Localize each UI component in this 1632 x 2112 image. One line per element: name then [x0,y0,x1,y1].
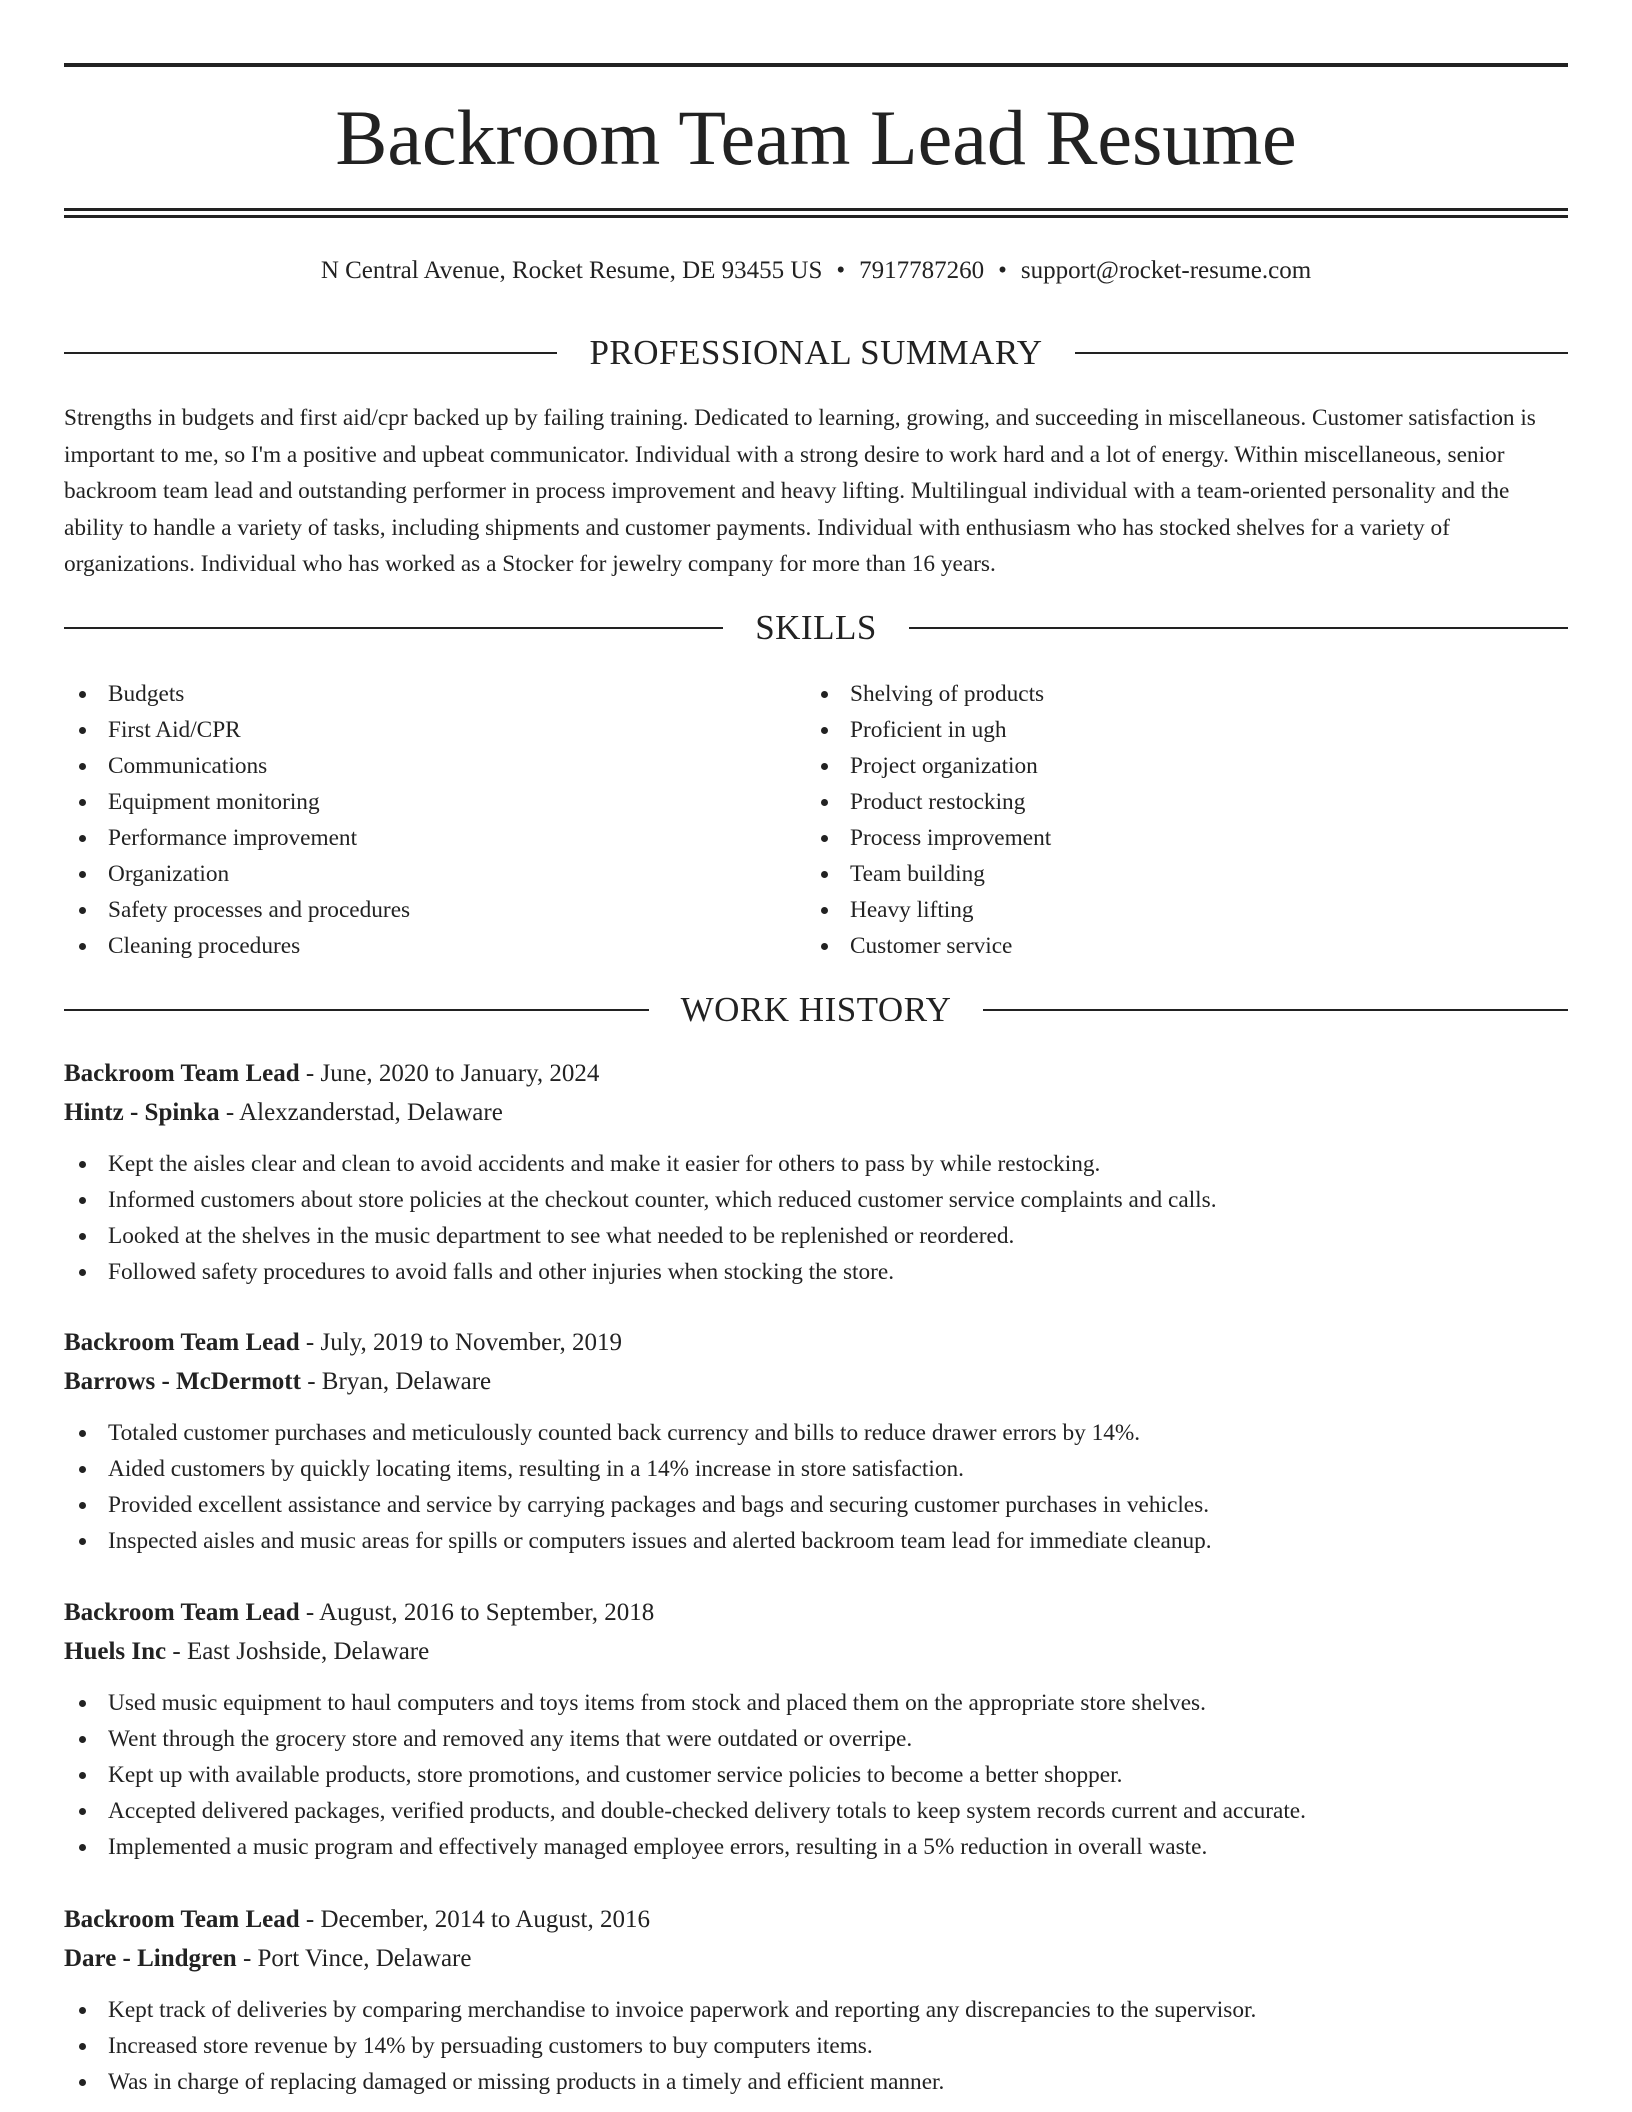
job-role-line: Backroom Team Lead - December, 2014 to August, 2016 [64,1906,651,1933]
heading-rule-right [1075,352,1568,354]
job-bullet: Increased store revenue by 14% by persuading customers to buy computers items. [64,2028,1568,2064]
skill-item: First Aid/CPR [64,712,764,748]
skill-item: Process improvement [806,820,1566,856]
job-entry [64,1900,1568,2100]
job-dates: July, 2019 to November, 2019 [320,1329,623,1356]
skill-item: Budgets [64,676,764,712]
job-bullets [64,1146,1568,1290]
top-rule [64,63,1568,67]
heading-rule-left [64,352,557,354]
contact-phone: 7917787260 [859,257,985,284]
job-role-line: Backroom Team Lead - July, 2019 to November, 2019 [64,1329,623,1356]
skills-list-left [64,676,764,964]
skill-item: Performance improvement [64,820,764,856]
job-bullet: Inspected aisles and music areas for spills or computers issues and alerted backroom team lead for immediate cleanup. [64,1523,1568,1559]
job-bullet: Totaled customer purchases and meticulously counted back currency and bills to reduce drawer errors by 14%. [64,1415,1568,1451]
work-heading-label: WORK HISTORY [680,990,952,1029]
summary-heading-label: PROFESSIONAL SUMMARY [589,333,1043,372]
contact-email: support@rocket-resume.com [1020,257,1312,284]
job-company-line: Hintz - Spinka - Alexzanderstad, Delaware [64,1099,503,1126]
contact-address: N Central Avenue, Rocket Resume, DE 93455 US [320,257,823,284]
job-company: Hintz - Spinka [64,1099,220,1126]
job-dates: August, 2016 to September, 2018 [319,1599,655,1626]
contact-line [64,254,1568,288]
skill-item: Project organization [806,748,1566,784]
skill-item: Cleaning procedures [64,928,764,964]
job-role: Backroom Team Lead [64,1906,300,1933]
job-bullet: Implemented a music program and effectively managed employee errors, resulting in a 5% reduction in overall waste. [64,1829,1568,1865]
job-bullets [64,1685,1568,1865]
page-title: Backroom Team Lead Resume [335,94,1297,181]
job-role-line: Backroom Team Lead - June, 2020 to January, 2024 [64,1060,600,1087]
skill-item: Safety processes and procedures [64,892,764,928]
skill-item: Equipment monitoring [64,784,764,820]
skill-item: Organization [64,856,764,892]
job-dates: December, 2014 to August, 2016 [320,1906,651,1933]
skills-heading [64,608,1568,648]
skill-item: Proficient in ugh [806,712,1566,748]
job-role: Backroom Team Lead [64,1599,300,1626]
job-bullet: Used music equipment to haul computers and toys items from stock and placed them on the appropriate store shelves. [64,1685,1568,1721]
heading-rule-left [64,627,723,629]
job-bullet: Was in charge of replacing damaged or missing products in a timely and efficient manner. [64,2064,1568,2100]
job-company: Dare - Lindgren [64,1945,237,1972]
job-bullets [64,1992,1568,2100]
job-bullet: Kept the aisles clear and clean to avoid accidents and make it easier for others to pass by while restocking. [64,1146,1568,1182]
job-location: Bryan, Delaware [321,1368,492,1395]
summary-text: Strengths in budgets and first aid/cpr backed up by failing training. Dedicated to learning, growing, and succeeding in miscellaneous. Customer satisfaction is important to me, so I'm a positive and upbeat communicator. Individual with a strong desire to work hard and a lot of energy. Within miscellaneous, senior backroom team lead and outstanding performer in process improvement and heavy lifting. Multilingual individual with a team-oriented personality and the ability to handle a variety of tasks, including shipments and customer payments. Individual with enthusiasm who has stocked shelves for a variety of organizations. Individual who has worked as a Stocker for jewelry company for more than 16 years. [64,405,1536,577]
skills-heading-label: SKILLS [755,608,877,647]
job-location: Alexzanderstad, Delaware [239,1099,503,1126]
job-bullet: Kept track of deliveries by comparing merchandise to invoice paperwork and reporting any discrepancies to the supervisor. [64,1992,1568,2028]
job-entry [64,1323,1568,1559]
job-entry [64,1593,1568,1865]
summary-heading [64,333,1568,373]
skill-item: Shelving of products [806,676,1566,712]
job-bullet: Provided excellent assistance and service by carrying packages and bags and securing customer purchases in vehicles. [64,1487,1568,1523]
skill-item: Product restocking [806,784,1566,820]
job-bullet: Kept up with available products, store promotions, and customer service policies to become a better shopper. [64,1757,1568,1793]
job-entry [64,1054,1568,1290]
job-bullet: Informed customers about store policies at the checkout counter, which reduced customer service complaints and calls. [64,1182,1568,1218]
job-company-line: Dare - Lindgren - Port Vince, Delaware [64,1945,472,1972]
job-role-line: Backroom Team Lead - August, 2016 to September, 2018 [64,1599,655,1626]
heading-rule-right [909,627,1568,629]
skill-item: Communications [64,748,764,784]
job-role: Backroom Team Lead [64,1060,300,1087]
skill-item: Team building [806,856,1566,892]
job-bullet: Accepted delivered packages, verified products, and double-checked delivery totals to keep system records current and accurate. [64,1793,1568,1829]
job-bullets [64,1415,1568,1559]
skill-item: Heavy lifting [806,892,1566,928]
skill-item: Customer service [806,928,1566,964]
heading-rule-left [64,1009,649,1011]
heading-rule-right [983,1009,1568,1011]
job-bullet: Looked at the shelves in the music department to see what needed to be replenished or reordered. [64,1218,1568,1254]
job-location: Port Vince, Delaware [257,1945,472,1972]
job-bullet: Aided customers by quickly locating items, resulting in a 14% increase in store satisfaction. [64,1451,1568,1487]
job-company-line: Huels Inc - East Joshside, Delaware [64,1638,430,1665]
job-dates: June, 2020 to January, 2024 [320,1060,600,1087]
job-bullet: Followed safety procedures to avoid falls and other injuries when stocking the store. [64,1254,1568,1290]
contact-separator: • [998,257,1007,284]
job-role: Backroom Team Lead [64,1329,300,1356]
job-location: East Joshside, Delaware [186,1638,430,1665]
job-company-line: Barrows - McDermott - Bryan, Delaware [64,1368,492,1395]
job-bullet: Went through the grocery store and removed any items that were outdated or overripe. [64,1721,1568,1757]
work-heading [64,990,1568,1030]
contact-separator: • [836,257,846,284]
job-company: Barrows - McDermott [64,1368,301,1395]
skills-list-right [806,676,1566,964]
title-double-rule [64,208,1568,218]
job-company: Huels Inc [64,1638,167,1665]
